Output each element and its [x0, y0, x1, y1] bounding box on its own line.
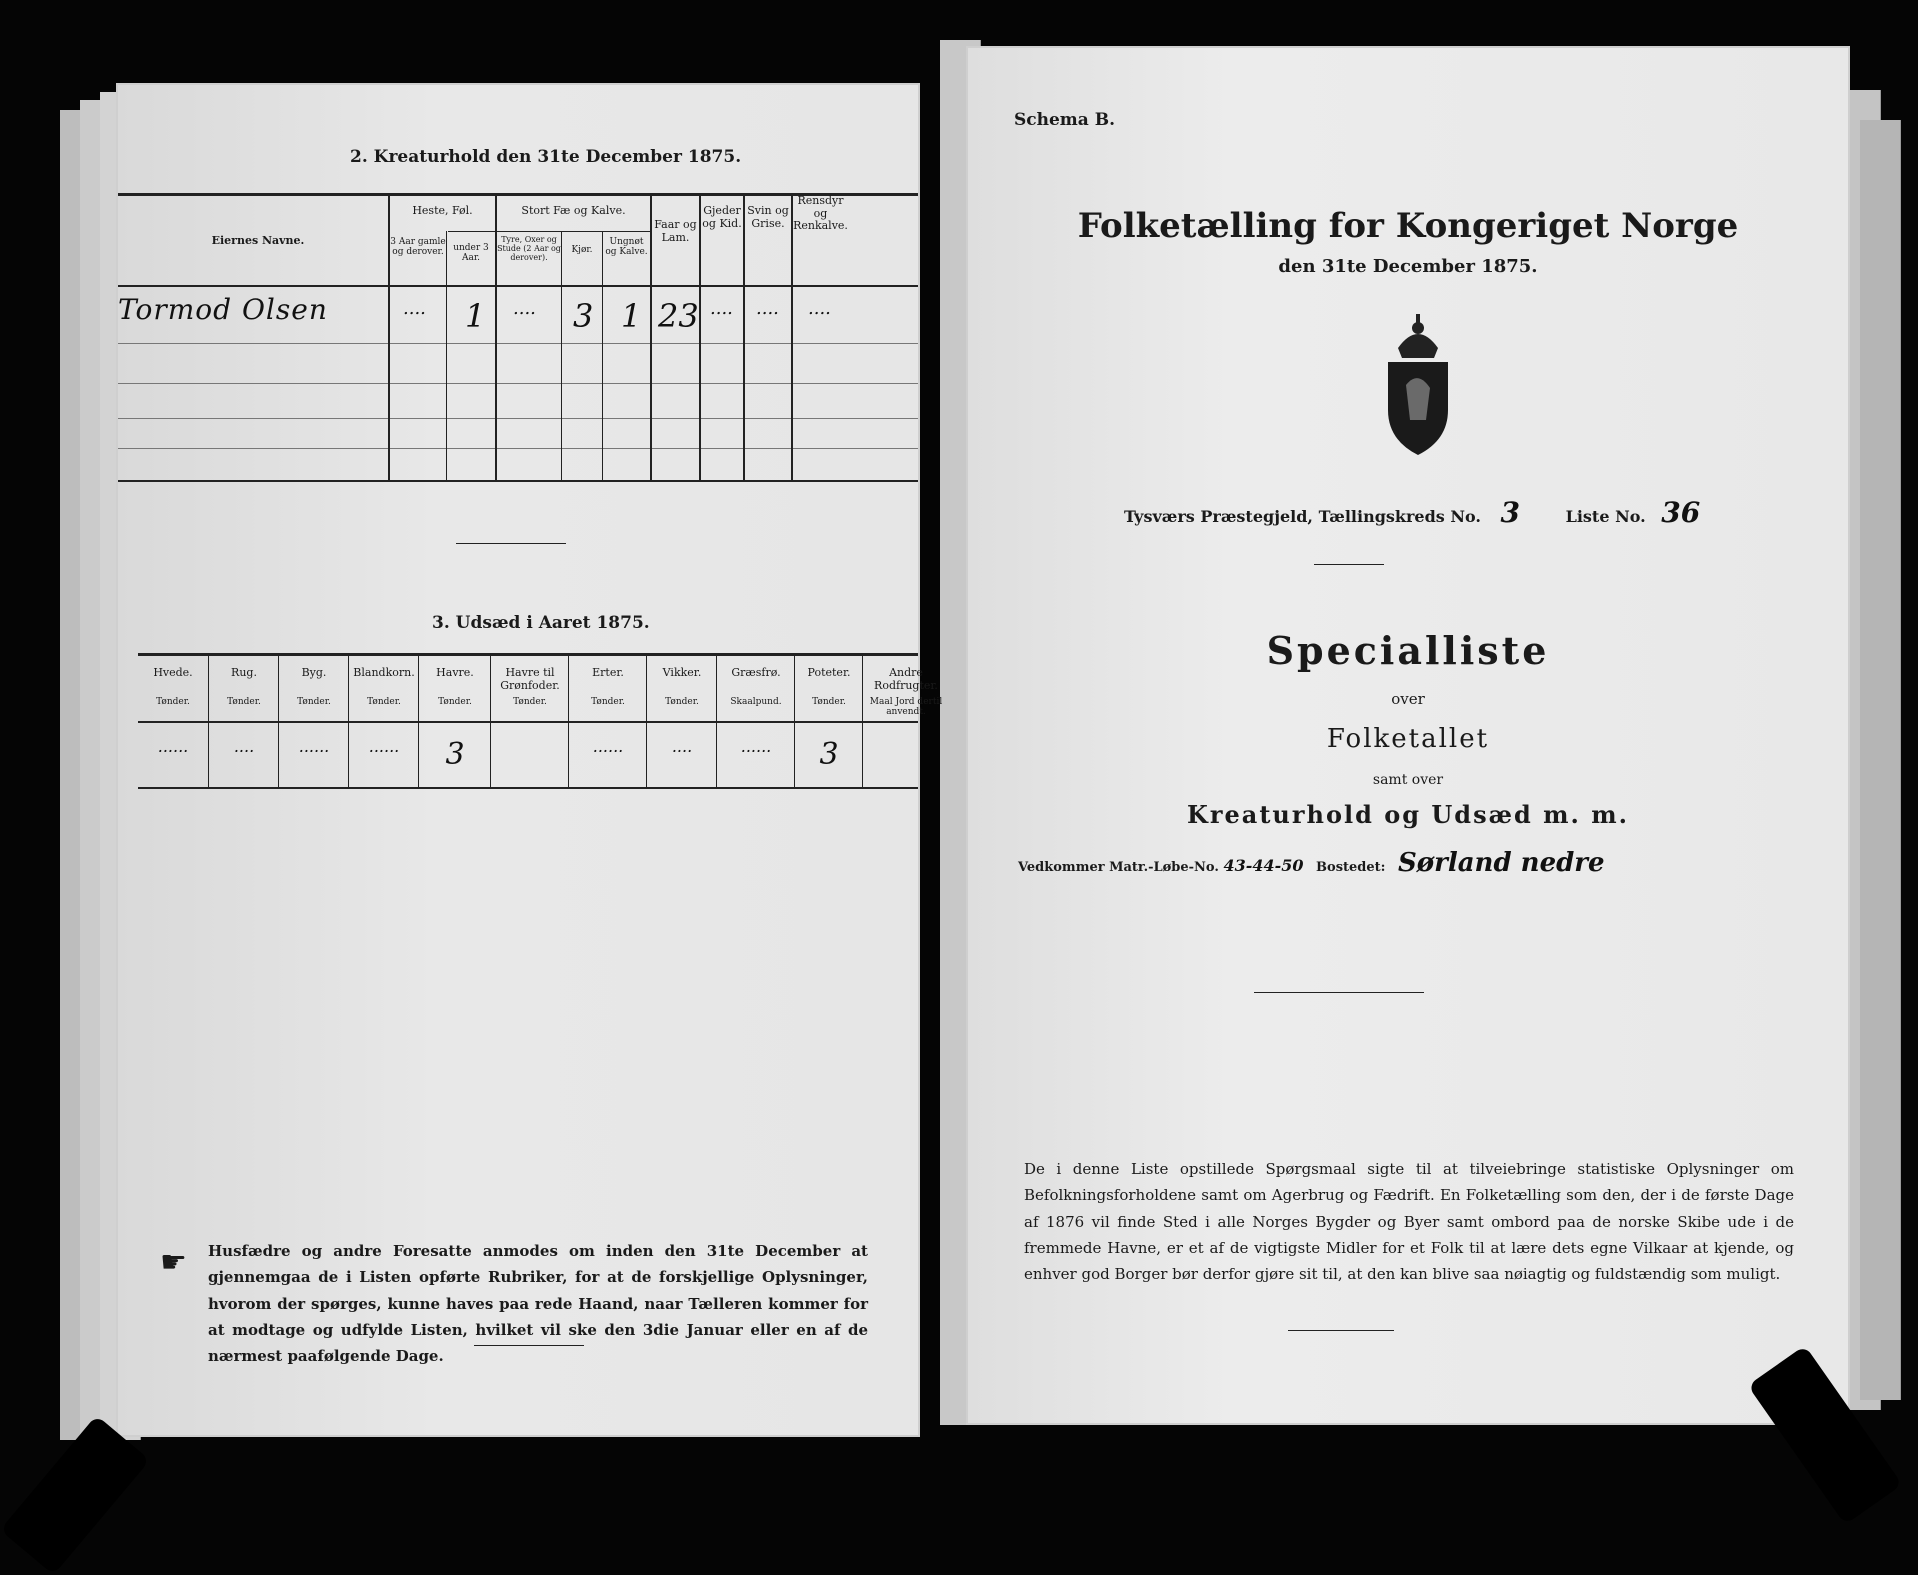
col-gjeder: Gjeder og Kid.: [702, 204, 742, 230]
udsaed-cell: ......: [368, 737, 400, 756]
udsaed-col: [862, 653, 949, 789]
divider: [1254, 992, 1424, 993]
udsaed-unit: Skaalpund.: [730, 697, 782, 707]
udsaed-unit: Tønder.: [297, 697, 331, 707]
cell-tyre: ....: [513, 298, 536, 319]
udsaed-unit: Tønder.: [367, 697, 401, 707]
udsaed-unit: Tønder.: [812, 697, 846, 707]
col-stort-fae: Stort Fæ og Kalve.: [521, 204, 626, 217]
cell-gjeder: ....: [710, 298, 733, 319]
udsaed-col: [716, 653, 795, 789]
udsaed-col: [278, 653, 349, 789]
udsaed-unit: Maal Jord dertil anvendt.: [869, 697, 943, 718]
bosted-value: Sørland nedre: [1398, 848, 1605, 878]
cell-rensdyr: ....: [808, 298, 831, 319]
udsaed-col: [568, 653, 647, 789]
udsaed-col: [208, 653, 279, 789]
udsaed-header: Poteter.: [807, 666, 851, 679]
udsaed-table: [138, 653, 943, 793]
udsaed-unit: Tønder.: [438, 697, 472, 707]
cell-kjor: 3: [573, 297, 594, 335]
udsaed-header: Erter.: [592, 666, 624, 679]
main-title: Folketælling for Kongeriget Norge: [1077, 206, 1739, 246]
census-date: den 31te December 1875.: [1278, 256, 1538, 277]
kreatur-table: [118, 193, 918, 483]
udsaed-cell: ......: [157, 737, 189, 756]
udsaed-unit: Tønder.: [227, 697, 261, 707]
schema-label: Schema B.: [1014, 110, 1116, 130]
location-line: [1124, 496, 1824, 529]
samt-over-text: samt over: [1372, 772, 1444, 788]
col-heste-sub1: 3 Aar gamle og derover.: [390, 237, 446, 258]
over-text: over: [1391, 690, 1425, 708]
udsaed-col: [646, 653, 717, 789]
udsaed-header: Blandkorn.: [353, 666, 415, 679]
udsaed-header: Havre til Grønfoder.: [500, 666, 560, 692]
matr-label: Vedkommer Matr.-Løbe-No.: [1018, 860, 1219, 875]
col-heste-sub2: under 3 Aar.: [453, 243, 489, 264]
bosted-label: Bostedet:: [1316, 860, 1386, 875]
pointing-hand-icon: ☛: [160, 1245, 187, 1280]
kreds-label: Tællingskreds No.: [1318, 507, 1481, 526]
coat-of-arms-icon: [1378, 310, 1458, 460]
udsaed-unit: Tønder.: [591, 697, 625, 707]
udsaed-cell: ....: [671, 737, 693, 756]
owner-name: Tormod Olsen: [118, 293, 328, 326]
col-heste: Heste, Føl.: [412, 204, 473, 217]
udsaed-cell: ....: [233, 737, 255, 756]
left-page: [118, 85, 943, 1435]
udsaed-title: 3. Udsæd i Aaret 1875.: [432, 613, 650, 633]
udsaed-unit: Tønder.: [513, 697, 547, 707]
matr-number: 43-44-50: [1223, 856, 1304, 875]
udsaed-col: [138, 653, 208, 789]
udsaed-cell: ......: [740, 737, 772, 756]
divider: [474, 1345, 584, 1346]
prestegjeld: Tysværs Præstegjeld,: [1124, 507, 1313, 526]
col-kjor: Kjør.: [571, 245, 593, 255]
col-rensdyr: Rensdyr og Renkalve.: [793, 194, 848, 233]
udsaed-header: Havre.: [436, 666, 474, 679]
divider: [456, 543, 566, 544]
col-ungnot: Ungnøt og Kalve.: [605, 237, 648, 258]
udsaed-header: Græsfrø.: [731, 666, 781, 679]
col-faar: Faar og Lam.: [654, 218, 697, 244]
liste-label: Liste No.: [1565, 507, 1646, 526]
cell-heste1: ....: [403, 298, 426, 319]
right-page: [968, 48, 1848, 1423]
kreatur-title: 2. Kreaturhold den 31te December 1875.: [350, 147, 742, 167]
udsaed-cell: 3: [445, 737, 465, 772]
col-svin: Svin og Grise.: [747, 204, 789, 230]
kreds-number: 3: [1500, 496, 1521, 529]
udsaed-col: [490, 653, 569, 789]
udsaed-unit: Tønder.: [156, 697, 190, 707]
cell-heste2: 1: [465, 297, 486, 335]
folketallet-title: Folketallet: [1326, 724, 1490, 754]
udsaed-cell: ......: [592, 737, 624, 756]
cell-ungnot: 1: [621, 297, 642, 335]
udsaed-header: Rug.: [231, 666, 257, 679]
col-eiernes-navne: Eiernes Navne.: [211, 234, 305, 247]
udsaed-header: Byg.: [301, 666, 327, 679]
specialliste-title: Specialliste: [1266, 628, 1550, 673]
udsaed-unit: Tønder.: [665, 697, 699, 707]
udsaed-col: [794, 653, 863, 789]
cell-svin: ....: [756, 298, 779, 319]
udsaed-header: Hvede.: [153, 666, 193, 679]
udsaed-header: Andre Rodfrugter.: [874, 666, 938, 692]
udsaed-col: [418, 653, 491, 789]
col-tyre: Tyre, Oxer og Stude (2 Aar og derover).: [497, 235, 561, 263]
intro-text: De i denne Liste opstillede Spørgsmaal sigte til at tilveiebringe statistiske Oplysninger om Befolkningsforholdene samt om Agerbrug og Fædrift. En Folketælling som den, der i de første Dage af 1876 vil finde Sted i alle Norges Bygder og Byer samt ombord paa de norske Skibe ude i de fremmede Havne, er et af de vigtigste Midler for et Folk til at lære dets egne Vilkaar at kjende, og enhver god Borger bør derfor gjøre sit til, at den kan blive saa nøiagtig og fuldstændig som muligt.: [1024, 1160, 1794, 1283]
udsaed-header: Vikker.: [662, 666, 702, 679]
page-edge: [1860, 120, 1901, 1400]
divider: [1288, 1330, 1394, 1331]
udsaed-cell: 3: [819, 737, 839, 772]
divider: [1314, 564, 1384, 565]
liste-number: 36: [1661, 496, 1701, 529]
cell-faar: 23: [658, 297, 699, 335]
matr-line: [1018, 848, 1838, 878]
notice-text: Husfædre og andre Foresatte anmodes om inden den 31te December at gjennemgaa de i Listen opførte Rubriker, for at de forskjellige Oplysninger, hvorom der spørges, kunne haves paa rede Haand, naar Tælleren kommer for at modtage og udfylde Listen, hvilket vil ske den 3die Januar eller en af de nærmest paafølgende Dage.: [208, 1242, 868, 1365]
udsaed-col: [348, 653, 419, 789]
kreaturhold-title: Kreaturhold og Udsæd m. m.: [1187, 800, 1629, 829]
udsaed-cell: ......: [298, 737, 330, 756]
